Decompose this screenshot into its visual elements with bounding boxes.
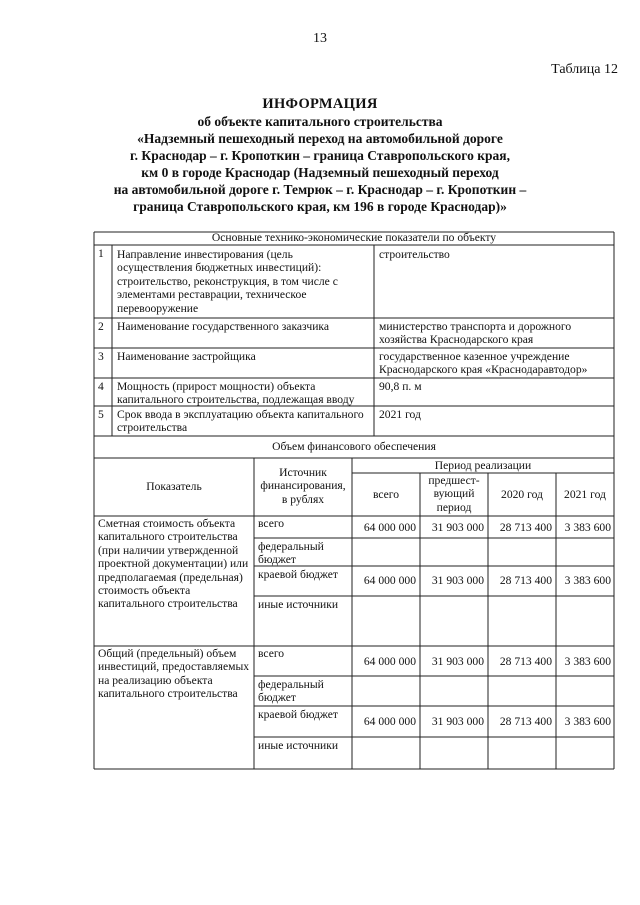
- indicator-value: государственное казенное учреждение Краснодарского края «Краснодаравтодор»: [379, 350, 588, 377]
- title-line: об объекте капитального строительства: [197, 114, 443, 129]
- col-2021-header: 2021 год: [564, 488, 606, 501]
- source-label: иные источники: [258, 598, 339, 611]
- title-heading: ИНФОРМАЦИЯ: [262, 96, 378, 112]
- indicator-value: 2021 год: [379, 408, 421, 421]
- financing-indicator: Сметная стоимость объекта капитального строительства (при наличии утвержденной проектной документации) или предполагаемая (предельная) стоимость объекта капитального строительства: [98, 517, 249, 611]
- source-label: всего: [258, 517, 285, 530]
- source-label: краевой бюджет: [258, 708, 338, 721]
- title-line: г. Краснодар – г. Кропоткин – граница Ставропольского края,: [130, 148, 510, 163]
- indicator-value: 90,8 п. м: [379, 380, 422, 393]
- value-previous: 31 903 000: [431, 655, 484, 668]
- title-line: на автомобильной дороге г. Темрюк – г. Краснодар – г. Кропоткин –: [113, 182, 527, 197]
- value-total: 64 000 000: [363, 521, 416, 534]
- col-previous-header: предшест-вующий период: [428, 474, 480, 514]
- indicator-label: Срок ввода в эксплуатацию объекта капитального строительства: [117, 408, 364, 435]
- source-label: федеральный бюджет: [258, 678, 324, 705]
- row-number: 5: [98, 408, 104, 421]
- title-line: км 0 в городе Краснодар (Надземный пешеходный переход: [141, 165, 499, 180]
- value-previous: 31 903 000: [431, 521, 484, 534]
- row-number: 4: [98, 380, 104, 393]
- indicator-value: министерство транспорта и дорожного хозяйства Краснодарского края: [379, 320, 572, 347]
- financing-header: Объем финансового обеспечения: [272, 440, 436, 453]
- indicator-label: Мощность (прирост мощности) объекта капитального строительства, подлежащая вводу: [117, 380, 355, 406]
- value-total: 64 000 000: [363, 655, 416, 668]
- indicator-label: Наименование государственного заказчика: [117, 320, 330, 333]
- indicator-label: Направление инвестирования (цель осуществления бюджетных инвестиций): строительство, реконструкция, в том числе с элементами реставрации, техническое перевооружение: [117, 248, 338, 315]
- financing-indicator: Общий (предельный) объем инвестиций, предоставляемых на реализацию объекта капитального строительства: [98, 647, 250, 701]
- indicator-value: строительство: [379, 248, 450, 261]
- value-previous: 31 903 000: [431, 574, 484, 587]
- source-label: краевой бюджет: [258, 568, 338, 581]
- value-2020: 28 713 400: [499, 655, 552, 668]
- value-2020: 28 713 400: [499, 574, 552, 587]
- value-2021: 3 383 600: [564, 574, 611, 587]
- value-total: 64 000 000: [363, 715, 416, 728]
- col-indicator-header: Показатель: [146, 480, 202, 493]
- source-label: федеральный бюджет: [258, 540, 324, 567]
- col-2020-header: 2020 год: [501, 488, 543, 501]
- title-line: граница Ставропольского края, км 196 в городе Краснодар)»: [133, 199, 507, 214]
- value-2021: 3 383 600: [564, 715, 611, 728]
- col-source-header: Источник финансирования, в рублях: [260, 466, 346, 506]
- table-label: Таблица 12: [551, 62, 618, 77]
- source-label: всего: [258, 647, 285, 660]
- col-period-header: Период реализации: [434, 459, 532, 472]
- indicators-header: Основные технико-экономические показатели по объекту: [211, 231, 497, 244]
- value-total: 64 000 000: [363, 574, 416, 587]
- col-total-header: всего: [372, 488, 400, 501]
- title-line: «Надземный пешеходный переход на автомобильной дороге: [137, 131, 503, 146]
- indicator-label: Наименование застройщика: [117, 350, 256, 363]
- value-previous: 31 903 000: [431, 715, 484, 728]
- value-2020: 28 713 400: [499, 521, 552, 534]
- row-number: 1: [98, 247, 104, 260]
- row-number: 3: [98, 350, 104, 363]
- row-number: 2: [98, 320, 104, 333]
- value-2020: 28 713 400: [499, 715, 552, 728]
- page-number: 13: [313, 31, 327, 46]
- value-2021: 3 383 600: [564, 521, 611, 534]
- source-label: иные источники: [258, 739, 339, 752]
- value-2021: 3 383 600: [564, 655, 611, 668]
